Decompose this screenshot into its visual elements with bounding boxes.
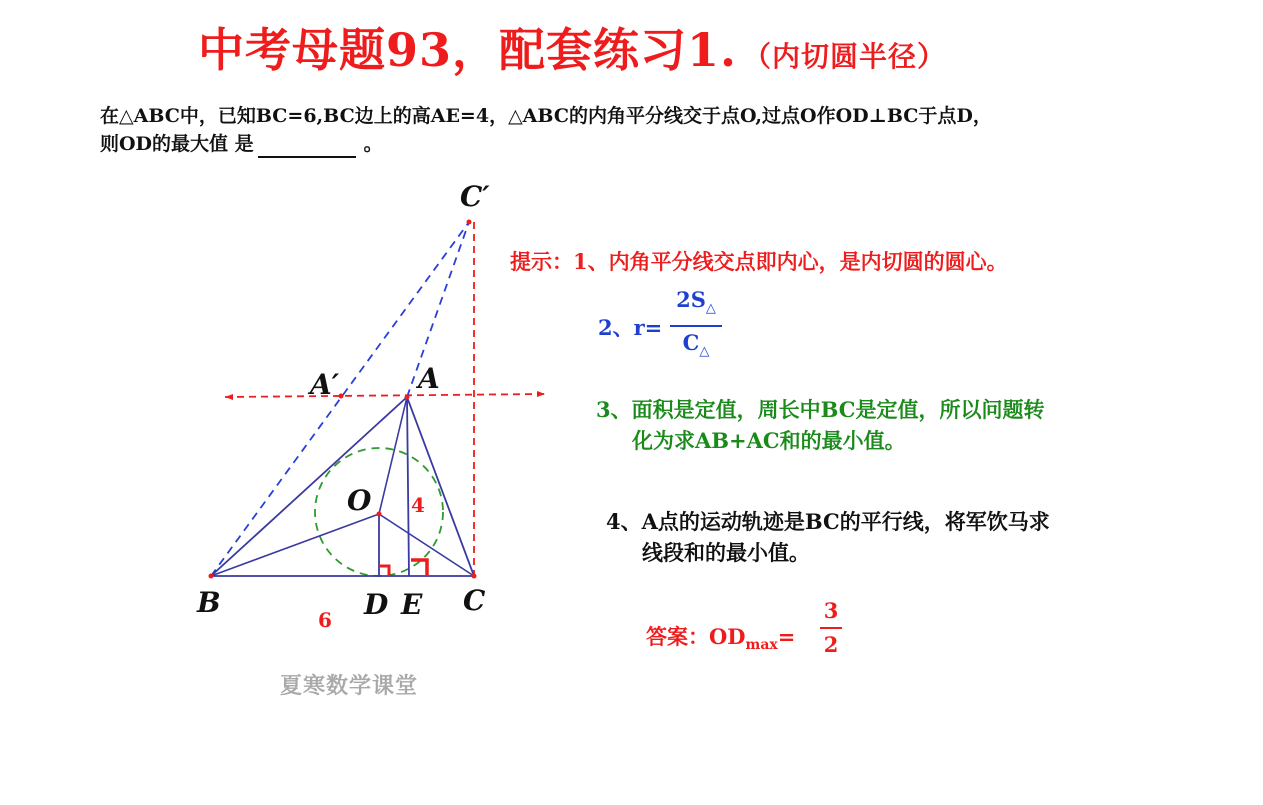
point-A-prime	[339, 394, 344, 399]
hint-3-line-1: 3、面积是定值，周长中BC是定值，所以问题转	[596, 397, 1045, 422]
title-sub: （内切圆半径）	[743, 40, 947, 73]
answer-fraction-bar	[820, 627, 842, 629]
label-C-prime: C′	[460, 180, 490, 213]
watermark: 夏寒数学课堂	[280, 673, 419, 699]
hint-4	[606, 506, 1050, 568]
point-O	[377, 512, 382, 517]
line-B-Cprime	[211, 222, 469, 576]
label-E: E	[401, 588, 423, 621]
right-angle-D	[379, 566, 389, 576]
label-base-6: 6	[318, 608, 332, 632]
label-C: C	[463, 584, 486, 617]
hint-2-denominator-text: C	[682, 330, 700, 356]
parallel-line-right-arrow	[537, 391, 545, 397]
hint-4-line-2: 线段和的最小值。	[642, 540, 810, 565]
problem-line-1: 在△ABC中，已知BC=6,BC边上的高AE=4，△ABC的内角平分线交于点O,过点O作OD⊥BC于点D，	[100, 105, 992, 127]
answer-fraction	[820, 597, 842, 659]
answer-equals: =	[777, 624, 796, 649]
hint-3-line-2: 化为求AB+AC和的最小值。	[632, 428, 906, 453]
answer-sub: max	[745, 637, 778, 654]
bisector-B	[211, 514, 379, 576]
triangle-ABC	[211, 397, 474, 576]
hint-2-numerator-text: 2S	[676, 287, 706, 312]
hint-1: 提示：1、内角平分线交点即内心，是内切圆的圆心。	[510, 249, 1008, 274]
label-height-4: 4	[411, 493, 425, 517]
bisector-A	[379, 397, 407, 514]
hint-3	[596, 394, 1044, 456]
label-B: B	[197, 586, 221, 619]
hint-2-numerator-sub: △	[705, 301, 716, 317]
parallel-line-left-arrow	[225, 394, 233, 400]
label-D: D	[364, 588, 389, 621]
answer-numerator: 3	[823, 598, 839, 623]
parallel-line	[225, 394, 545, 397]
problem-line-2-text: 则OD的最大值 是	[100, 133, 254, 155]
hint-2-numerator	[670, 286, 722, 323]
point-A	[405, 395, 410, 400]
title-main: 中考母题93，配套练习1.	[198, 23, 738, 77]
answer-denominator: 2	[823, 632, 839, 657]
altitude-AE	[407, 397, 409, 576]
point-C-prime	[467, 220, 472, 225]
answer-label: 答案：OD	[646, 624, 746, 649]
problem-line-2-end: 。	[363, 133, 383, 155]
hint-2-denominator	[670, 329, 722, 366]
hint-2-fraction	[670, 286, 722, 366]
point-B	[209, 574, 214, 579]
answer	[646, 621, 795, 653]
label-O: O	[347, 484, 372, 517]
label-A-prime: A′	[310, 368, 340, 401]
hint-2-denominator-sub: △	[699, 344, 710, 360]
hint-4-line-1: 4、A点的运动轨迹是BC的平行线，将军饮马求	[606, 509, 1050, 534]
hint-2-prefix: 2、r=	[598, 315, 663, 340]
label-A: A	[418, 362, 440, 395]
hint-2-fraction-bar	[670, 325, 722, 327]
point-C	[472, 574, 477, 579]
